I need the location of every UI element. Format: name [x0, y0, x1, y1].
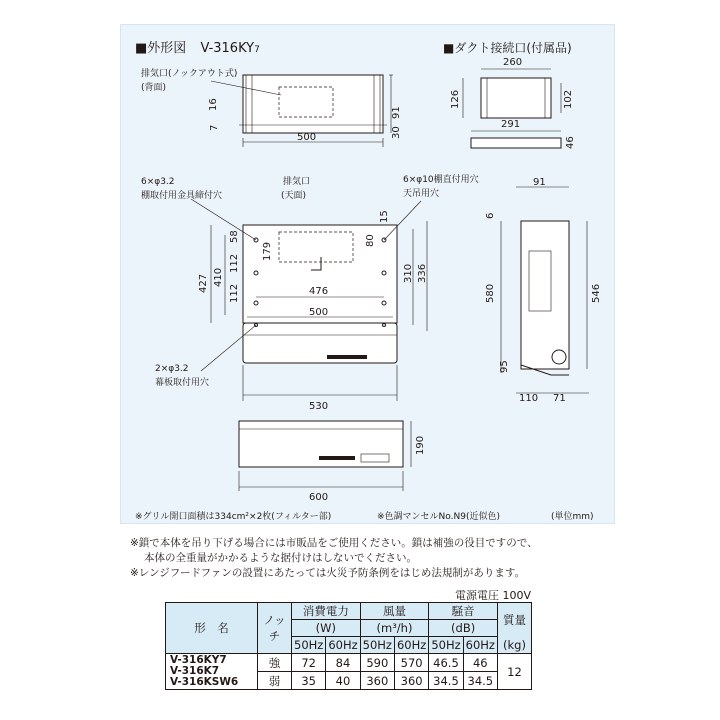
th-power-unit: (W) [292, 620, 361, 637]
back-side-label: (背面) [141, 83, 167, 93]
cell-a60: 570 [394, 654, 428, 672]
bottom-view [239, 421, 426, 503]
footnote-color: ※色調マンセルNo.N9(近似色) [377, 512, 500, 522]
holes-2-label: 2×φ3.2 [155, 364, 189, 374]
duct-dim-46: 46 [565, 136, 576, 149]
cell-n60: 46 [463, 654, 497, 672]
top-dim-30: 30 [391, 126, 402, 139]
cell-a60: 360 [394, 672, 428, 690]
cell-p50: 72 [292, 654, 326, 672]
th-airflow: 風量 [360, 603, 429, 620]
cell-p60: 40 [326, 672, 360, 690]
th-p50: 50Hz [292, 637, 326, 654]
duct-view [450, 57, 576, 149]
front-dim-530: 530 [309, 401, 329, 412]
front-dim-80: 80 [365, 234, 376, 247]
front-dim-500: 500 [309, 307, 329, 318]
model-name: V-316K7 [170, 665, 220, 677]
cell-a50: 590 [360, 654, 394, 672]
front-dim-336: 336 [417, 263, 428, 283]
holes-6-label: 6×φ3.2 [141, 177, 175, 187]
note-3: ※レンジフードファンの設置にあたっては火災予防条例をはじめ法規制があります。 [130, 567, 526, 579]
model-name: V-316KSW6 [170, 676, 239, 688]
drawing-model: V-316KY [200, 41, 255, 56]
drawing-model-sub: 7 [254, 45, 260, 55]
cell-a50: 360 [360, 672, 394, 690]
drawing-title-text: ■外形図 [135, 41, 187, 56]
voltage: 電源電圧 100V [455, 589, 532, 602]
note-1: ※鎖で本体を吊り下げる場合には市販品をご使用ください。鎖は補強の役目ですので、 [130, 537, 538, 549]
holes-10-label: 6×φ10棚直付用穴 [403, 175, 479, 185]
top-side-label: (天面) [281, 191, 307, 201]
side-dim-546: 546 [591, 283, 602, 303]
spec-table [165, 602, 532, 690]
bottom-dim-600: 600 [309, 492, 329, 503]
front-dim-410: 410 [213, 267, 224, 287]
th-n50: 50Hz [429, 637, 463, 654]
th-power: 消費電力 [292, 603, 361, 620]
th-weight-unit: (kg) [497, 637, 531, 654]
side-dim-580: 580 [485, 283, 496, 303]
side-dim-91: 91 [533, 177, 546, 188]
duct-dim-260: 260 [503, 57, 523, 68]
duct-dim-126: 126 [450, 89, 461, 109]
top-dim-500: 500 [297, 132, 317, 143]
cell-p60: 84 [326, 654, 360, 672]
th-a60: 60Hz [394, 637, 428, 654]
cell-weight: 12 [497, 654, 531, 690]
front-dim-476: 476 [309, 286, 329, 297]
model-names [166, 654, 258, 690]
notes [130, 536, 538, 581]
front-dim-58: 58 [229, 230, 240, 243]
duct-dim-102: 102 [563, 89, 574, 109]
model-name: V-316KY7 [170, 654, 227, 666]
side-dim-95: 95 [499, 360, 510, 373]
top-view [208, 75, 402, 147]
note-2: 本体の全重量がかかるような据付けはしないでください。 [144, 552, 417, 564]
front-view [191, 199, 428, 412]
front-dim-427: 427 [198, 273, 209, 293]
cell-n50: 34.5 [429, 672, 463, 690]
th-noise-unit: (dB) [429, 620, 498, 637]
front-dim-112: 112 [229, 283, 240, 303]
panel-mount-label: 幕板取付用穴 [155, 378, 210, 388]
side-dim-110: 110 [519, 393, 539, 404]
top-dim-7: 7 [209, 124, 220, 131]
th-a50: 50Hz [360, 637, 394, 654]
cell-n60: 34.5 [463, 672, 497, 690]
side-view [485, 177, 602, 404]
top-dim-91: 91 [391, 106, 402, 119]
bottom-dim-190: 190 [415, 435, 426, 455]
drawing-panel [120, 24, 615, 524]
duct-title: ■ダクト接続口(付属品) [443, 41, 572, 55]
cell-p50: 35 [292, 672, 326, 690]
cell-notch: 弱 [258, 672, 292, 690]
ceiling-hang-label: 天吊用穴 [403, 189, 440, 199]
duct-dim-291: 291 [501, 119, 521, 130]
th-notch: ノッチ [258, 603, 292, 654]
exhaust-knockout-label: 排気口(ノックアウト式) [141, 69, 238, 79]
front-dim-310: 310 [403, 263, 414, 283]
technical-drawing [121, 25, 616, 525]
th-model: 形 名 [166, 603, 258, 654]
footnote-grille: ※グリル開口面積は334cm²×2枚(フィルター部) [135, 512, 332, 522]
th-n60: 60Hz [463, 637, 497, 654]
shelf-bracket-label: 棚取付用金具締付穴 [141, 191, 223, 201]
footnote-unit: (単位mm) [551, 512, 594, 522]
side-dim-71: 71 [553, 393, 566, 404]
front-dim-112b: 112 [229, 253, 240, 273]
cell-notch: 強 [258, 654, 292, 672]
th-weight: 質量 [497, 603, 531, 637]
th-airflow-unit: (m³/h) [360, 620, 429, 637]
cell-n50: 46.5 [429, 654, 463, 672]
top-dim-16: 16 [208, 98, 219, 111]
front-dim-179: 179 [262, 241, 273, 261]
front-dim-15: 15 [379, 210, 390, 223]
th-noise: 騒音 [429, 603, 498, 620]
side-dim-6: 6 [485, 212, 496, 219]
th-p60: 60Hz [326, 637, 360, 654]
exhaust-top-label: 排気口 [283, 177, 311, 187]
